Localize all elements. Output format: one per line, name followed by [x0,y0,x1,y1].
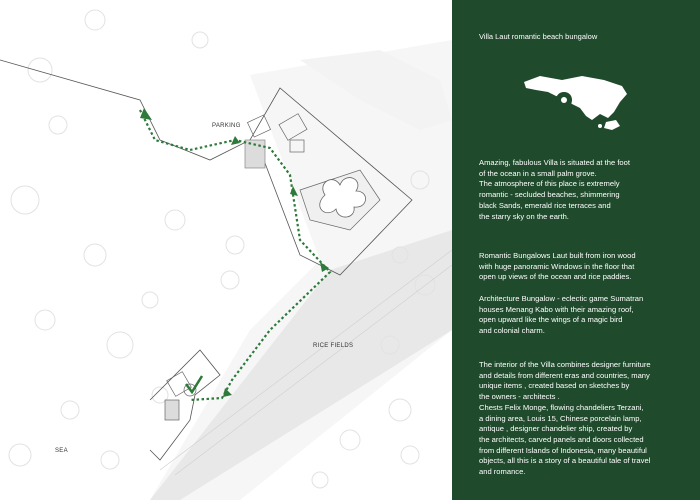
parking-label: PARKING [212,123,241,129]
panel-title: Villa Laut romantic beach bungalow [479,32,598,41]
text-line: a dining area, Louis 15, Chinese porcelain lamp, [479,413,642,423]
rice-fields-label: RICE FIELDS [313,343,354,349]
small-islet [598,124,602,128]
text-line: The interior of the Villa combines designer furniture [479,360,651,369]
text-line: the starry sky on the earth. [479,211,569,221]
text-line: antique , designer chandelier ship, created by [479,424,633,434]
text-line: unique items , created based on sketches by [479,381,630,391]
bungalow-south-main [167,372,192,397]
bungalow-south-annex [165,400,179,420]
text-line: romantic - secluded beaches, shimmering [479,190,620,200]
text-line: Amazing, fabulous Villa is situated at the foot [479,158,630,167]
route-arrow-start [140,108,152,120]
text-line: the architects, carved panels and doors collected [479,434,644,444]
text-line: The atmosphere of this place is extremely [479,179,620,189]
text-line: and romance. [479,467,526,477]
text-line: black Sands, emerald rice terraces and [479,200,611,210]
bungalows-paragraph [479,251,694,283]
text-line: houses Menang Kabo with their amazing roof, [479,304,634,314]
interior-paragraph [479,360,694,478]
architecture-paragraph [479,294,694,337]
bali-island-shape [524,76,627,120]
text-line: Romantic Bungalows Laut built from iron wood [479,251,636,260]
text-line: Architecture Bungalow - eclectic game Sumatran [479,294,644,303]
bali-island-map-with-location-pin-icon [522,70,632,140]
nusa-penida-shape [604,120,620,130]
text-line: objects, all this is a story of a beautiful tale of travel [479,456,651,466]
context-background [150,40,452,500]
text-line: and details from different eras and countries, many [479,370,650,380]
text-line: with huge panoramic Windows in the floor that [479,261,635,271]
text-line: open up views of the ocean and rice paddies. [479,272,632,282]
text-line: and colonial charm. [479,326,545,336]
text-line: the owners - architects . [479,392,560,402]
text-line: Chests Felix Monge, flowing chandeliers Terzani, [479,402,644,412]
route-arrow-parking [231,136,240,145]
text-line: open upward like the wings of a magic bird [479,315,623,325]
info-panel [452,0,700,500]
text-line: of the ocean in a small palm grove. [479,168,597,178]
intro-paragraph [479,158,694,222]
sea-label: SEA [55,448,68,454]
location-pin-icon [556,92,572,114]
text-line: from different Islands of Indonesia, many beautiful [479,445,647,455]
